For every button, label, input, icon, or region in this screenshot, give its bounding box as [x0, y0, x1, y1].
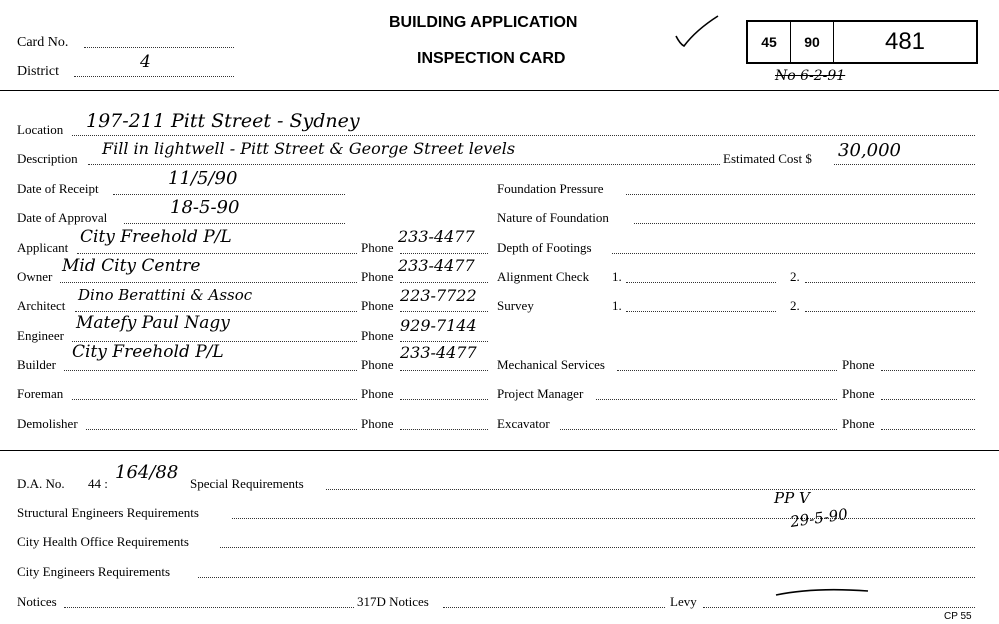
excavator-field[interactable]	[560, 429, 837, 430]
structural-note-ppv: PP V	[774, 489, 810, 507]
structural-note-date: 29-5-90	[789, 505, 849, 531]
survey-1-field[interactable]	[626, 311, 776, 312]
builder-label: Builder	[17, 357, 56, 372]
applicant-value: City Freehold P/L	[80, 227, 232, 247]
survey-2-label: 2.	[790, 298, 800, 313]
alignment-check-label: Alignment Check	[497, 269, 590, 284]
depth-footings-label: Depth of Footings	[497, 240, 592, 255]
location-value: 197-211 Pitt Street - Sydney	[86, 110, 360, 132]
owner-phone-label: Phone	[361, 269, 394, 284]
builder-phone-label: Phone	[361, 357, 394, 372]
owner-value: Mid City Centre	[62, 256, 201, 276]
project-manager-label: Project Manager	[497, 386, 584, 401]
date-approval-value: 18-5-90	[170, 197, 240, 218]
foreman-phone-field[interactable]	[400, 399, 488, 400]
date-receipt-label: Date of Receipt	[17, 181, 99, 196]
structural-field[interactable]	[232, 518, 975, 519]
owner-phone-field[interactable]	[400, 282, 488, 283]
special-requirements-label: Special Requirements	[190, 476, 304, 491]
da-value: 164/88	[115, 462, 179, 483]
estimated-cost-value: 30,000	[838, 140, 901, 161]
builder-value: City Freehold P/L	[72, 342, 224, 362]
applicant-phone-value: 233-4477	[398, 227, 475, 246]
description-field[interactable]	[88, 164, 720, 165]
card-no-label: Card No.	[17, 35, 69, 50]
notices-317d-label: 317D Notices	[357, 594, 429, 609]
health-field[interactable]	[220, 547, 975, 548]
owner-label: Owner	[17, 269, 53, 284]
box-code-2: 90	[791, 22, 834, 62]
notices-field[interactable]	[64, 607, 354, 608]
applicant-label: Applicant	[17, 240, 69, 255]
architect-phone-field[interactable]	[400, 311, 488, 312]
excavator-phone-label: Phone	[842, 416, 875, 431]
nature-foundation-field[interactable]	[634, 223, 975, 224]
architect-label: Architect	[17, 298, 66, 313]
foundation-pressure-field[interactable]	[626, 194, 975, 195]
demolisher-phone-label: Phone	[361, 416, 394, 431]
alignment-check-1-label: 1.	[612, 269, 622, 284]
date-approval-label: Date of Approval	[17, 210, 108, 225]
project-manager-phone-field[interactable]	[881, 399, 975, 400]
excavator-label: Excavator	[497, 416, 550, 431]
foreman-field[interactable]	[72, 399, 357, 400]
project-manager-phone-label: Phone	[842, 386, 875, 401]
city-engineers-field[interactable]	[198, 577, 975, 578]
engineer-label: Engineer	[17, 328, 64, 343]
owner-phone-value: 233-4477	[398, 256, 475, 275]
project-manager-field[interactable]	[596, 399, 837, 400]
notices-label: Notices	[17, 594, 57, 609]
alignment-check-1-field[interactable]	[626, 282, 776, 283]
nature-foundation-label: Nature of Foundation	[497, 210, 609, 225]
architect-field[interactable]	[75, 311, 357, 312]
levy-field[interactable]	[703, 607, 975, 608]
builder-phone-value: 233-4477	[400, 343, 477, 362]
levy-dash-mark	[774, 585, 870, 599]
builder-phone-field[interactable]	[400, 370, 488, 371]
city-engineers-label: City Engineers Requirements	[17, 564, 171, 579]
architect-value: Dino Berattini & Assoc	[78, 286, 253, 304]
form-code: CP 55	[944, 611, 972, 622]
location-field[interactable]	[72, 135, 975, 136]
estimated-cost-field[interactable]	[834, 164, 975, 165]
header-divider	[0, 90, 999, 91]
estimated-cost-label: Estimated Cost $	[723, 151, 812, 166]
demolisher-label: Demolisher	[17, 416, 78, 431]
foundation-pressure-label: Foundation Pressure	[497, 181, 604, 196]
alignment-check-2-field[interactable]	[805, 282, 975, 283]
da-prefix: 44 :	[88, 476, 108, 491]
mechanical-field[interactable]	[617, 370, 837, 371]
district-label: District	[17, 64, 59, 79]
demolisher-phone-field[interactable]	[400, 429, 488, 430]
mechanical-label: Mechanical Services	[497, 357, 605, 372]
card-number-box	[746, 20, 978, 64]
title-line1: BUILDING APPLICATION	[389, 14, 578, 31]
date-receipt-value: 11/5/90	[168, 168, 238, 189]
survey-1-label: 1.	[612, 298, 622, 313]
foreman-phone-label: Phone	[361, 386, 394, 401]
card-no-field[interactable]	[84, 47, 234, 48]
description-value: Fill in lightwell - Pitt Street & George Street levels	[102, 139, 516, 158]
applicant-phone-label: Phone	[361, 240, 394, 255]
section-divider	[0, 450, 999, 451]
survey-label: Survey	[497, 298, 534, 313]
district-field[interactable]	[74, 76, 234, 77]
survey-2-field[interactable]	[805, 311, 975, 312]
structural-label: Structural Engineers Requirements	[17, 505, 199, 520]
applicant-field[interactable]	[77, 253, 357, 254]
demolisher-field[interactable]	[86, 429, 357, 430]
architect-phone-label: Phone	[361, 298, 394, 313]
engineer-phone-label: Phone	[361, 328, 394, 343]
builder-field[interactable]	[64, 370, 357, 371]
box-code-3: 481	[884, 28, 926, 55]
engineer-phone-field[interactable]	[400, 341, 488, 342]
check-mark-icon	[672, 14, 722, 50]
location-label: Location	[17, 122, 64, 137]
levy-label: Levy	[670, 594, 697, 609]
foreman-label: Foreman	[17, 386, 64, 401]
special-requirements-field[interactable]	[326, 489, 975, 490]
notices-317d-field[interactable]	[443, 607, 665, 608]
description-label: Description	[17, 151, 78, 166]
date-approval-field[interactable]	[124, 223, 345, 224]
da-label: D.A. No.	[17, 476, 65, 491]
alignment-check-2-label: 2.	[790, 269, 800, 284]
mechanical-phone-label: Phone	[842, 357, 875, 372]
applicant-phone-field[interactable]	[400, 253, 488, 254]
engineer-value: Matefy Paul Nagy	[76, 313, 230, 333]
depth-footings-field[interactable]	[612, 253, 975, 254]
title-line2: INSPECTION CARD	[417, 50, 566, 67]
health-label: City Health Office Requirements	[17, 534, 189, 549]
date-receipt-field[interactable]	[113, 194, 345, 195]
excavator-phone-field[interactable]	[881, 429, 975, 430]
mechanical-phone-field[interactable]	[881, 370, 975, 371]
note-under-box: No 6-2-91	[775, 68, 846, 84]
engineer-phone-value: 929-7144	[400, 316, 477, 335]
architect-phone-value: 223-7722	[400, 286, 477, 305]
box-code-1: 45	[748, 22, 791, 62]
district-value: 4	[140, 52, 151, 72]
owner-field[interactable]	[60, 282, 357, 283]
